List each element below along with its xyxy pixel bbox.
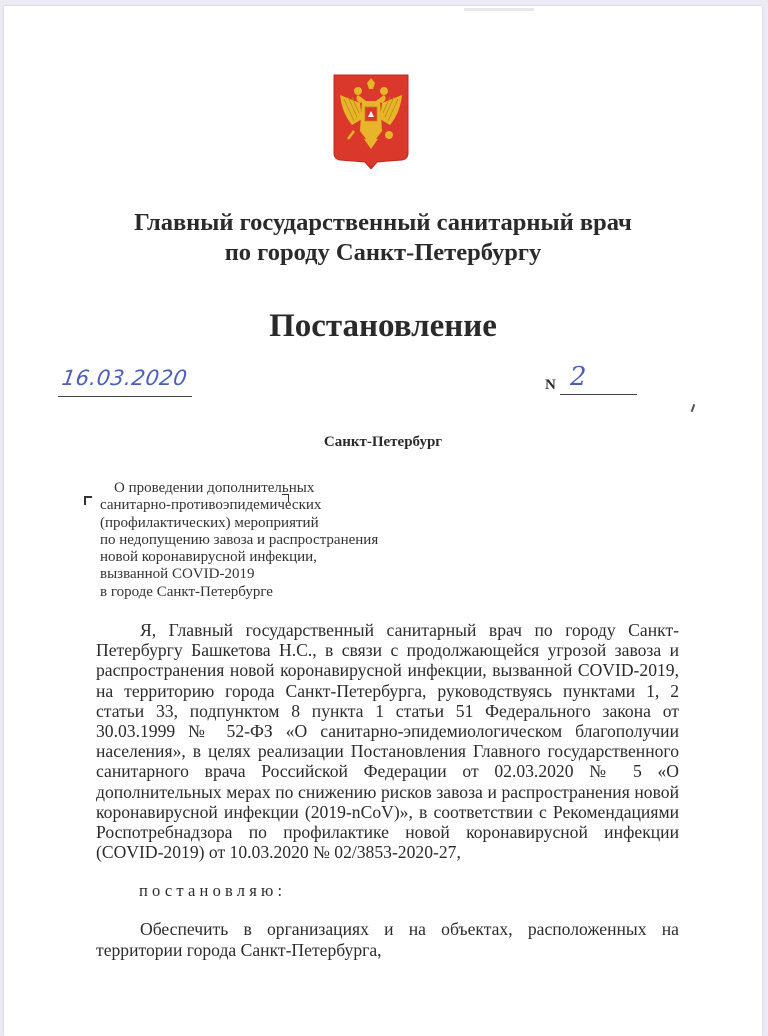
number-field [560,362,637,395]
preamble-line: коронавирусной инфекции (2019-nCoV)», в соответствии с Рекомендациями [96,801,679,822]
subject-line: по недопущению завоза и распространения [100,531,379,548]
preamble-paragraph [96,620,679,862]
clause-paragraph [96,919,679,961]
preamble-line: санитарного врача Российской Федерации от 02.03.2020 № 5 «О [96,761,679,782]
date-field [58,366,192,397]
subject-line: О проведении дополнительных [114,480,315,496]
coat-of-arms-icon [332,73,410,169]
authority-line-1: Главный государственный санитарный врач [134,209,632,236]
handwritten-date: 16.03.2020 [60,366,189,390]
clause-line: Обеспечить в организациях и на объектах, расположенных на [140,919,679,939]
issuing-authority [4,208,762,268]
preamble-line: 30.03.1999 № 52-ФЗ «О санитарно-эпидемиологическом благополучии [96,721,679,742]
number-label: N [545,377,556,393]
preamble-line: Роспотребнадзора по профилактике новой коронавирусной инфекции [96,822,679,843]
preamble-line: Петербургу Башкетова Н.С., в связи с продолжающейся угрозой завоза и [96,640,679,661]
handwritten-number: 2 [570,362,587,392]
city-name: Санкт-Петербург [323,434,443,450]
scan-artifact [464,8,534,11]
decree-word: постановляю: [139,881,287,900]
authority-line-2: по городу Санкт-Петербургу [224,239,542,266]
preamble-line: (COVID-2019) от 10.03.2020 № 02/3853-2020-27, [96,842,461,863]
subject-line: санитарно-противоэпидемических [100,497,322,514]
preamble-line: Я, Главный государственный санитарный врач по городу Санкт- [140,620,679,640]
document-page [4,6,762,1036]
subject-line: в городе Санкт-Петербурге [100,583,273,600]
subject-block [100,480,400,601]
subject-line: (профилактических) мероприятий [100,514,319,531]
subject-line: вызванной COVID-2019 [100,566,255,583]
scan-mark [691,404,696,412]
clause-line: территории города Санкт-Петербурга, [96,940,382,960]
preamble-line: распространения новой коронавирусной инфекции, вызванной COVID-2019, [96,660,679,681]
preamble-line: на территорию города Санкт-Петербурга, руководствуясь пунктами 1, 2 [96,680,679,701]
subject-line: новой коронавирусной инфекции, [100,549,317,566]
subject-bracket-left [84,496,92,505]
preamble-line: населения», в целях реализации Постановления Главного государственного [96,741,679,762]
document-type-title: Постановление [269,308,497,344]
preamble-line: дополнительных мерах по снижению рисков завоза и распространения новой [96,781,679,802]
preamble-line: статьи 33, подпунктом 8 пункта 1 статьи 51 Федерального закона от [96,700,679,721]
